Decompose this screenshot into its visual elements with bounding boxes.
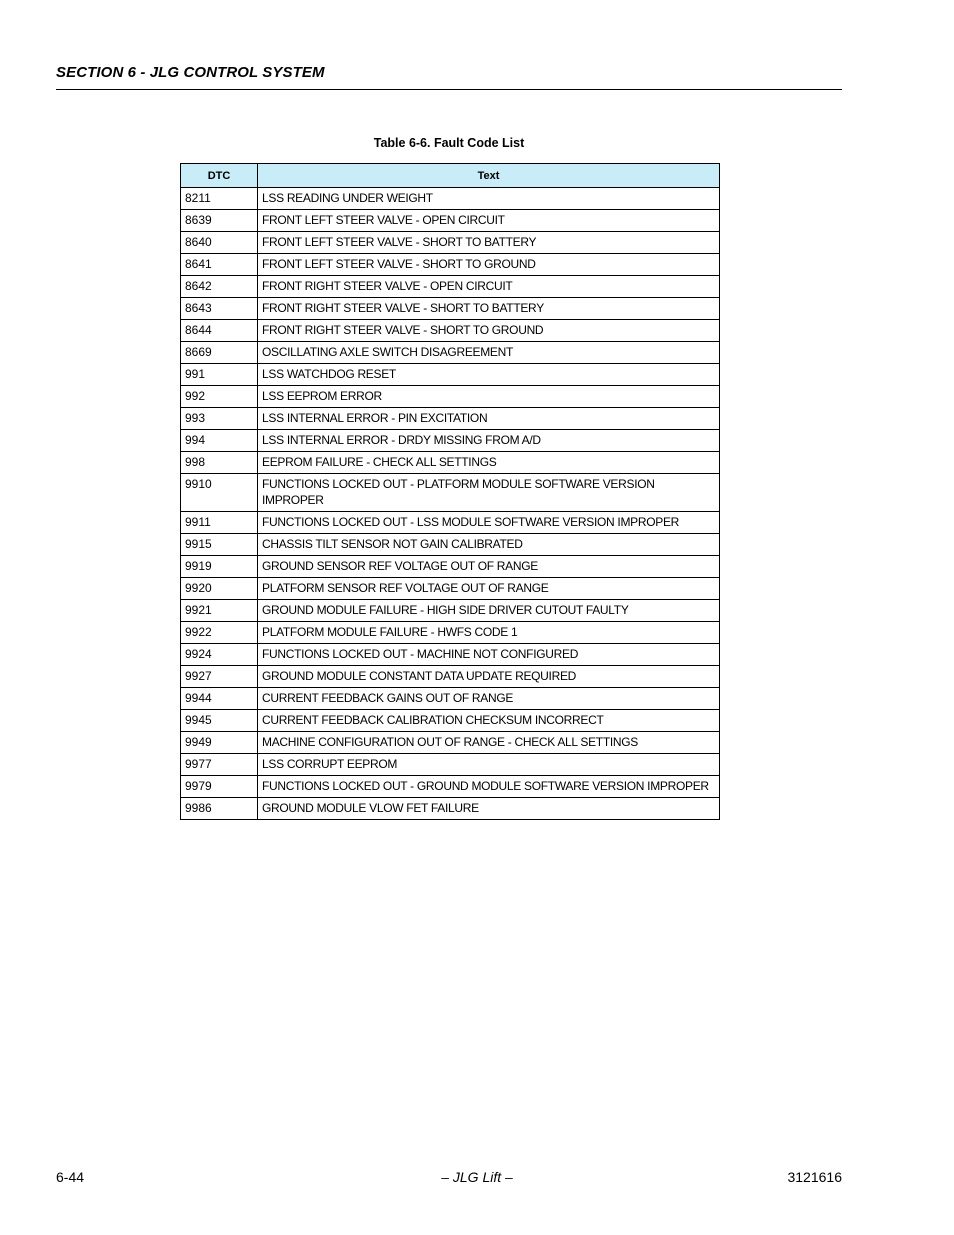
dtc-cell: 9920 — [181, 578, 258, 600]
dtc-cell: 8669 — [181, 342, 258, 364]
table-row — [181, 408, 720, 430]
fault-text-cell: MACHINE CONFIGURATION OUT OF RANGE - CHECK ALL SETTINGS — [258, 732, 720, 754]
table-row — [181, 776, 720, 798]
dtc-cell: 9911 — [181, 512, 258, 534]
document-number: 3121616 — [787, 1169, 842, 1185]
dtc-cell: 9986 — [181, 798, 258, 820]
fault-text-cell: FRONT LEFT STEER VALVE - SHORT TO BATTERY — [258, 232, 720, 254]
table-row — [181, 430, 720, 452]
dtc-cell: 9944 — [181, 688, 258, 710]
table-row — [181, 298, 720, 320]
fault-text-cell: LSS INTERNAL ERROR - DRDY MISSING FROM A/D — [258, 430, 720, 452]
table-row — [181, 512, 720, 534]
table-row — [181, 798, 720, 820]
dtc-cell: 8644 — [181, 320, 258, 342]
column-header-dtc: DTC — [181, 164, 258, 188]
dtc-cell: 9922 — [181, 622, 258, 644]
fault-text-cell: FRONT LEFT STEER VALVE - SHORT TO GROUND — [258, 254, 720, 276]
table-row — [181, 556, 720, 578]
dtc-cell: 991 — [181, 364, 258, 386]
dtc-cell: 998 — [181, 452, 258, 474]
fault-code-table — [180, 163, 720, 820]
fault-text-cell: GROUND MODULE FAILURE - HIGH SIDE DRIVER CUTOUT FAULTY — [258, 600, 720, 622]
fault-text-cell: FUNCTIONS LOCKED OUT - LSS MODULE SOFTWARE VERSION IMPROPER — [258, 512, 720, 534]
table-row — [181, 666, 720, 688]
table-row — [181, 276, 720, 298]
fault-text-cell: LSS READING UNDER WEIGHT — [258, 188, 720, 210]
fault-text-cell: GROUND SENSOR REF VOLTAGE OUT OF RANGE — [258, 556, 720, 578]
fault-text-cell: FRONT RIGHT STEER VALVE - SHORT TO BATTERY — [258, 298, 720, 320]
table-body — [181, 188, 720, 820]
fault-text-cell: LSS CORRUPT EEPROM — [258, 754, 720, 776]
table-row — [181, 452, 720, 474]
table-row — [181, 710, 720, 732]
dtc-cell: 8211 — [181, 188, 258, 210]
page-number: 6-44 — [56, 1169, 85, 1185]
fault-text-cell: CHASSIS TILT SENSOR NOT GAIN CALIBRATED — [258, 534, 720, 556]
table-row — [181, 600, 720, 622]
table-row — [181, 364, 720, 386]
fault-text-cell: LSS WATCHDOG RESET — [258, 364, 720, 386]
table-row — [181, 534, 720, 556]
fault-text-cell: LSS EEPROM ERROR — [258, 386, 720, 408]
dtc-cell: 9977 — [181, 754, 258, 776]
dtc-cell: 8640 — [181, 232, 258, 254]
table-caption: Table 6-6. Fault Code List — [373, 136, 525, 150]
dtc-cell: 9919 — [181, 556, 258, 578]
fault-text-cell: CURRENT FEEDBACK GAINS OUT OF RANGE — [258, 688, 720, 710]
fault-text-cell: GROUND MODULE VLOW FET FAILURE — [258, 798, 720, 820]
table-row — [181, 754, 720, 776]
table-row — [181, 232, 720, 254]
dtc-cell: 9927 — [181, 666, 258, 688]
fault-text-cell: LSS INTERNAL ERROR - PIN EXCITATION — [258, 408, 720, 430]
fault-text-cell: PLATFORM MODULE FAILURE - HWFS CODE 1 — [258, 622, 720, 644]
table-row — [181, 688, 720, 710]
fault-text-cell: FRONT LEFT STEER VALVE - OPEN CIRCUIT — [258, 210, 720, 232]
table-row — [181, 342, 720, 364]
table-header-row — [181, 164, 720, 188]
fault-text-cell: PLATFORM SENSOR REF VOLTAGE OUT OF RANGE — [258, 578, 720, 600]
dtc-cell: 8641 — [181, 254, 258, 276]
table-row — [181, 474, 720, 512]
table-row — [181, 188, 720, 210]
dtc-cell: 992 — [181, 386, 258, 408]
table-row — [181, 320, 720, 342]
fault-text-cell: FRONT RIGHT STEER VALVE - SHORT TO GROUND — [258, 320, 720, 342]
fault-text-cell: FUNCTIONS LOCKED OUT - GROUND MODULE SOFTWARE VERSION IMPROPER — [258, 776, 720, 798]
table-row — [181, 732, 720, 754]
dtc-cell: 9949 — [181, 732, 258, 754]
fault-text-cell: FUNCTIONS LOCKED OUT - MACHINE NOT CONFIGURED — [258, 644, 720, 666]
header-divider — [56, 89, 842, 90]
dtc-cell: 8642 — [181, 276, 258, 298]
section-title: SECTION 6 - JLG CONTROL SYSTEM — [56, 64, 325, 81]
table-row — [181, 644, 720, 666]
dtc-cell: 994 — [181, 430, 258, 452]
dtc-cell: 9945 — [181, 710, 258, 732]
table-row — [181, 622, 720, 644]
dtc-cell: 8643 — [181, 298, 258, 320]
dtc-cell: 9979 — [181, 776, 258, 798]
dtc-cell: 8639 — [181, 210, 258, 232]
column-header-text: Text — [258, 164, 720, 188]
fault-text-cell: EEPROM FAILURE - CHECK ALL SETTINGS — [258, 452, 720, 474]
table-row — [181, 210, 720, 232]
dtc-cell: 993 — [181, 408, 258, 430]
table-row — [181, 578, 720, 600]
fault-text-cell: FUNCTIONS LOCKED OUT - PLATFORM MODULE SOFTWARE VERSION IMPROPER — [258, 474, 720, 512]
dtc-cell: 9910 — [181, 474, 258, 512]
fault-text-cell: CURRENT FEEDBACK CALIBRATION CHECKSUM INCORRECT — [258, 710, 720, 732]
fault-text-cell: OSCILLATING AXLE SWITCH DISAGREEMENT — [258, 342, 720, 364]
fault-text-cell: GROUND MODULE CONSTANT DATA UPDATE REQUIRED — [258, 666, 720, 688]
dtc-cell: 9921 — [181, 600, 258, 622]
footer-center-text: – JLG Lift – — [441, 1169, 513, 1185]
fault-text-cell: FRONT RIGHT STEER VALVE - OPEN CIRCUIT — [258, 276, 720, 298]
dtc-cell: 9924 — [181, 644, 258, 666]
table-row — [181, 386, 720, 408]
table-row — [181, 254, 720, 276]
dtc-cell: 9915 — [181, 534, 258, 556]
